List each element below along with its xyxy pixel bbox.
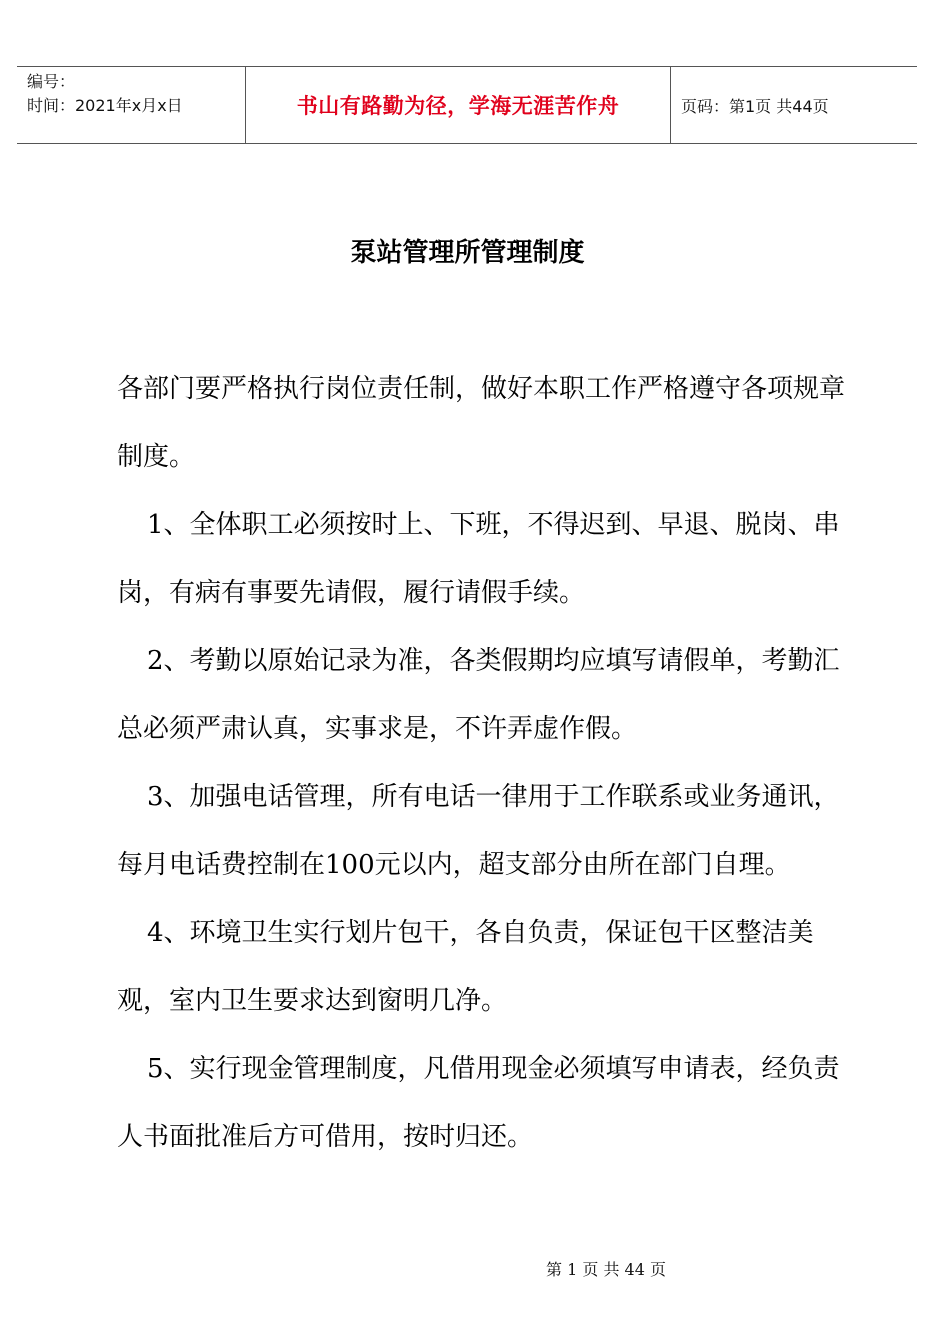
- header-page-cell: [671, 67, 917, 143]
- header-meta-cell: [17, 67, 246, 143]
- paragraph-item-4: 4、环境卫生实行划片包干，各自负责，保证包干区整洁美观，室内卫生要求达到窗明几净。: [117, 918, 814, 1016]
- header-motto-cell: [246, 67, 671, 143]
- page-footer: 第 1 页 共 44 页: [546, 1260, 666, 1279]
- document-header: [17, 66, 917, 144]
- paragraph-item-5: 5、实行现金管理制度，凡借用现金必须填写申请表，经负责人书面批准后方可借用，按时归还。: [117, 1054, 840, 1152]
- paragraph-item-1: 1、全体职工必须按时上、下班，不得迟到、早退、脱岗、串岗，有病有事要先请假，履行请假手续。: [117, 510, 840, 608]
- document-body: [117, 355, 847, 1171]
- document-number-label: 编号：: [27, 72, 76, 91]
- document-time-label: 时间：2021年x月x日: [27, 96, 183, 115]
- header-motto: 书山有路勤为径，学海无涯苦作舟: [296, 94, 620, 118]
- document-title: 泵站管理所管理制度: [350, 238, 585, 268]
- header-page-code: 页码：第1页 共44页: [681, 96, 829, 116]
- paragraph-item-3: 3、加强电话管理，所有电话一律用于工作联系或业务通讯，每月电话费控制在100元以内，超支部分由所在部门自理。: [117, 782, 840, 880]
- paragraph-intro: 各部门要严格执行岗位责任制，做好本职工作严格遵守各项规章制度。: [117, 374, 846, 472]
- paragraph-item-2: 2、考勤以原始记录为准，各类假期均应填写请假单，考勤汇总必须严肃认真，实事求是，不许弄虚作假。: [117, 646, 840, 744]
